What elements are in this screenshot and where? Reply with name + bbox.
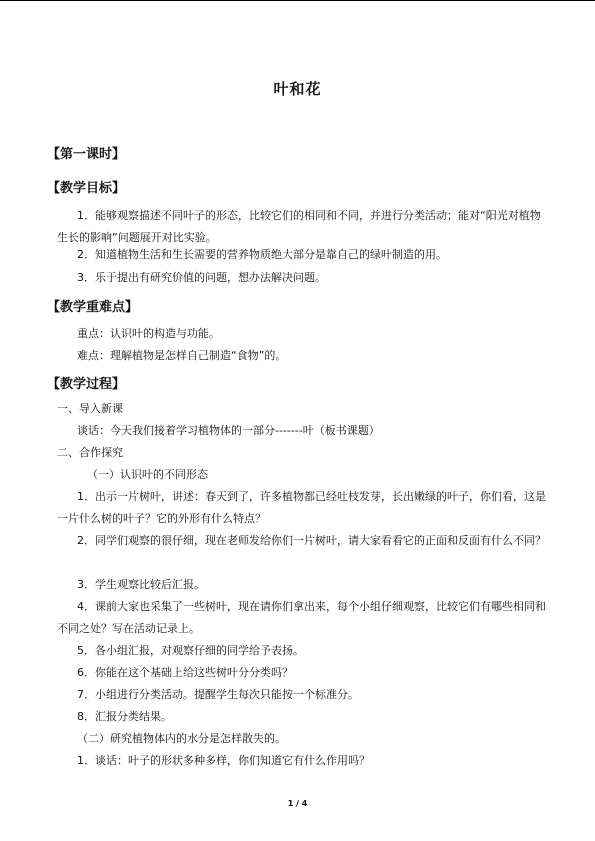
process-item-6: 6．你能在这个基础上给这些树叶分分类吗？: [77, 666, 293, 679]
goal-item-3: 3．乐于提出有研究价值的问题，想办法解决问题。: [77, 271, 326, 284]
process-item-7: 7．小组进行分类活动。提醒学生每次只能按一个标准分。: [77, 688, 359, 701]
goal-item-2: 2．知道植物生活和生长需要的营养物质绝大部分是靠自己的绿叶制造的用。: [77, 248, 447, 261]
subsection-1-title: （一）认识叶的不同形态: [87, 468, 208, 481]
process-item-2: 2．同学们观察的很仔细，现在老师发给你们一片树叶，请大家看看它的正面和反面有什么不同？: [77, 534, 546, 547]
section-1-text: 谈话：今天我们接着学习植物体的一部分-------叶（板书课题）: [77, 424, 380, 437]
subsection-2-item-1: 1．谈话：叶子的形状多种多样，你们知道它有什么作用吗？: [77, 754, 370, 767]
keypoint-focus: 重点：认识叶的构造与功能。: [77, 327, 220, 340]
section-1-title: 一、导入新课: [57, 402, 123, 415]
heading-keypoints: 【教学重难点】: [47, 300, 139, 315]
page-number: 1 / 4: [287, 799, 308, 808]
heading-lesson: 【第一课时】: [47, 147, 126, 162]
heading-process: 【教学过程】: [47, 377, 126, 392]
page-top-rule: [0, 0, 595, 1]
document-title: 叶和花: [273, 80, 322, 98]
goal-item-1: 1．能够观察描述不同叶子的形态，比较它们的相同和不同，并进行分类活动；能对“阳光对植物生长的影响”问题展开对比实验。: [57, 209, 541, 244]
keypoint-difficulty: 难点：理解植物是怎样自己制造“食物”的。: [77, 349, 287, 362]
process-item-1: 1．出示一片树叶，讲述：春天到了，许多植物都已经吐枝发芽，长出嫩绿的叶子，你们看，这是一片什么树的叶子？它的外形有什么特点？: [57, 490, 546, 525]
process-item-5: 5．各小组汇报，对观察仔细的同学给予表扬。: [77, 644, 304, 657]
section-2-title: 二、合作探究: [57, 446, 123, 459]
process-item-8: 8．汇报分类结果。: [77, 710, 172, 723]
process-item-4: 4．课前大家也采集了一些树叶，现在请你们拿出来，每个小组仔细观察，比较它们有哪些相同和不同之处？写在活动记录上。: [57, 600, 546, 635]
subsection-2-title: （二）研究植物体内的水分是怎样散失的。: [77, 732, 286, 745]
process-item-3: 3．学生观察比较后汇报。: [77, 578, 205, 591]
heading-goals: 【教学目标】: [47, 181, 126, 196]
